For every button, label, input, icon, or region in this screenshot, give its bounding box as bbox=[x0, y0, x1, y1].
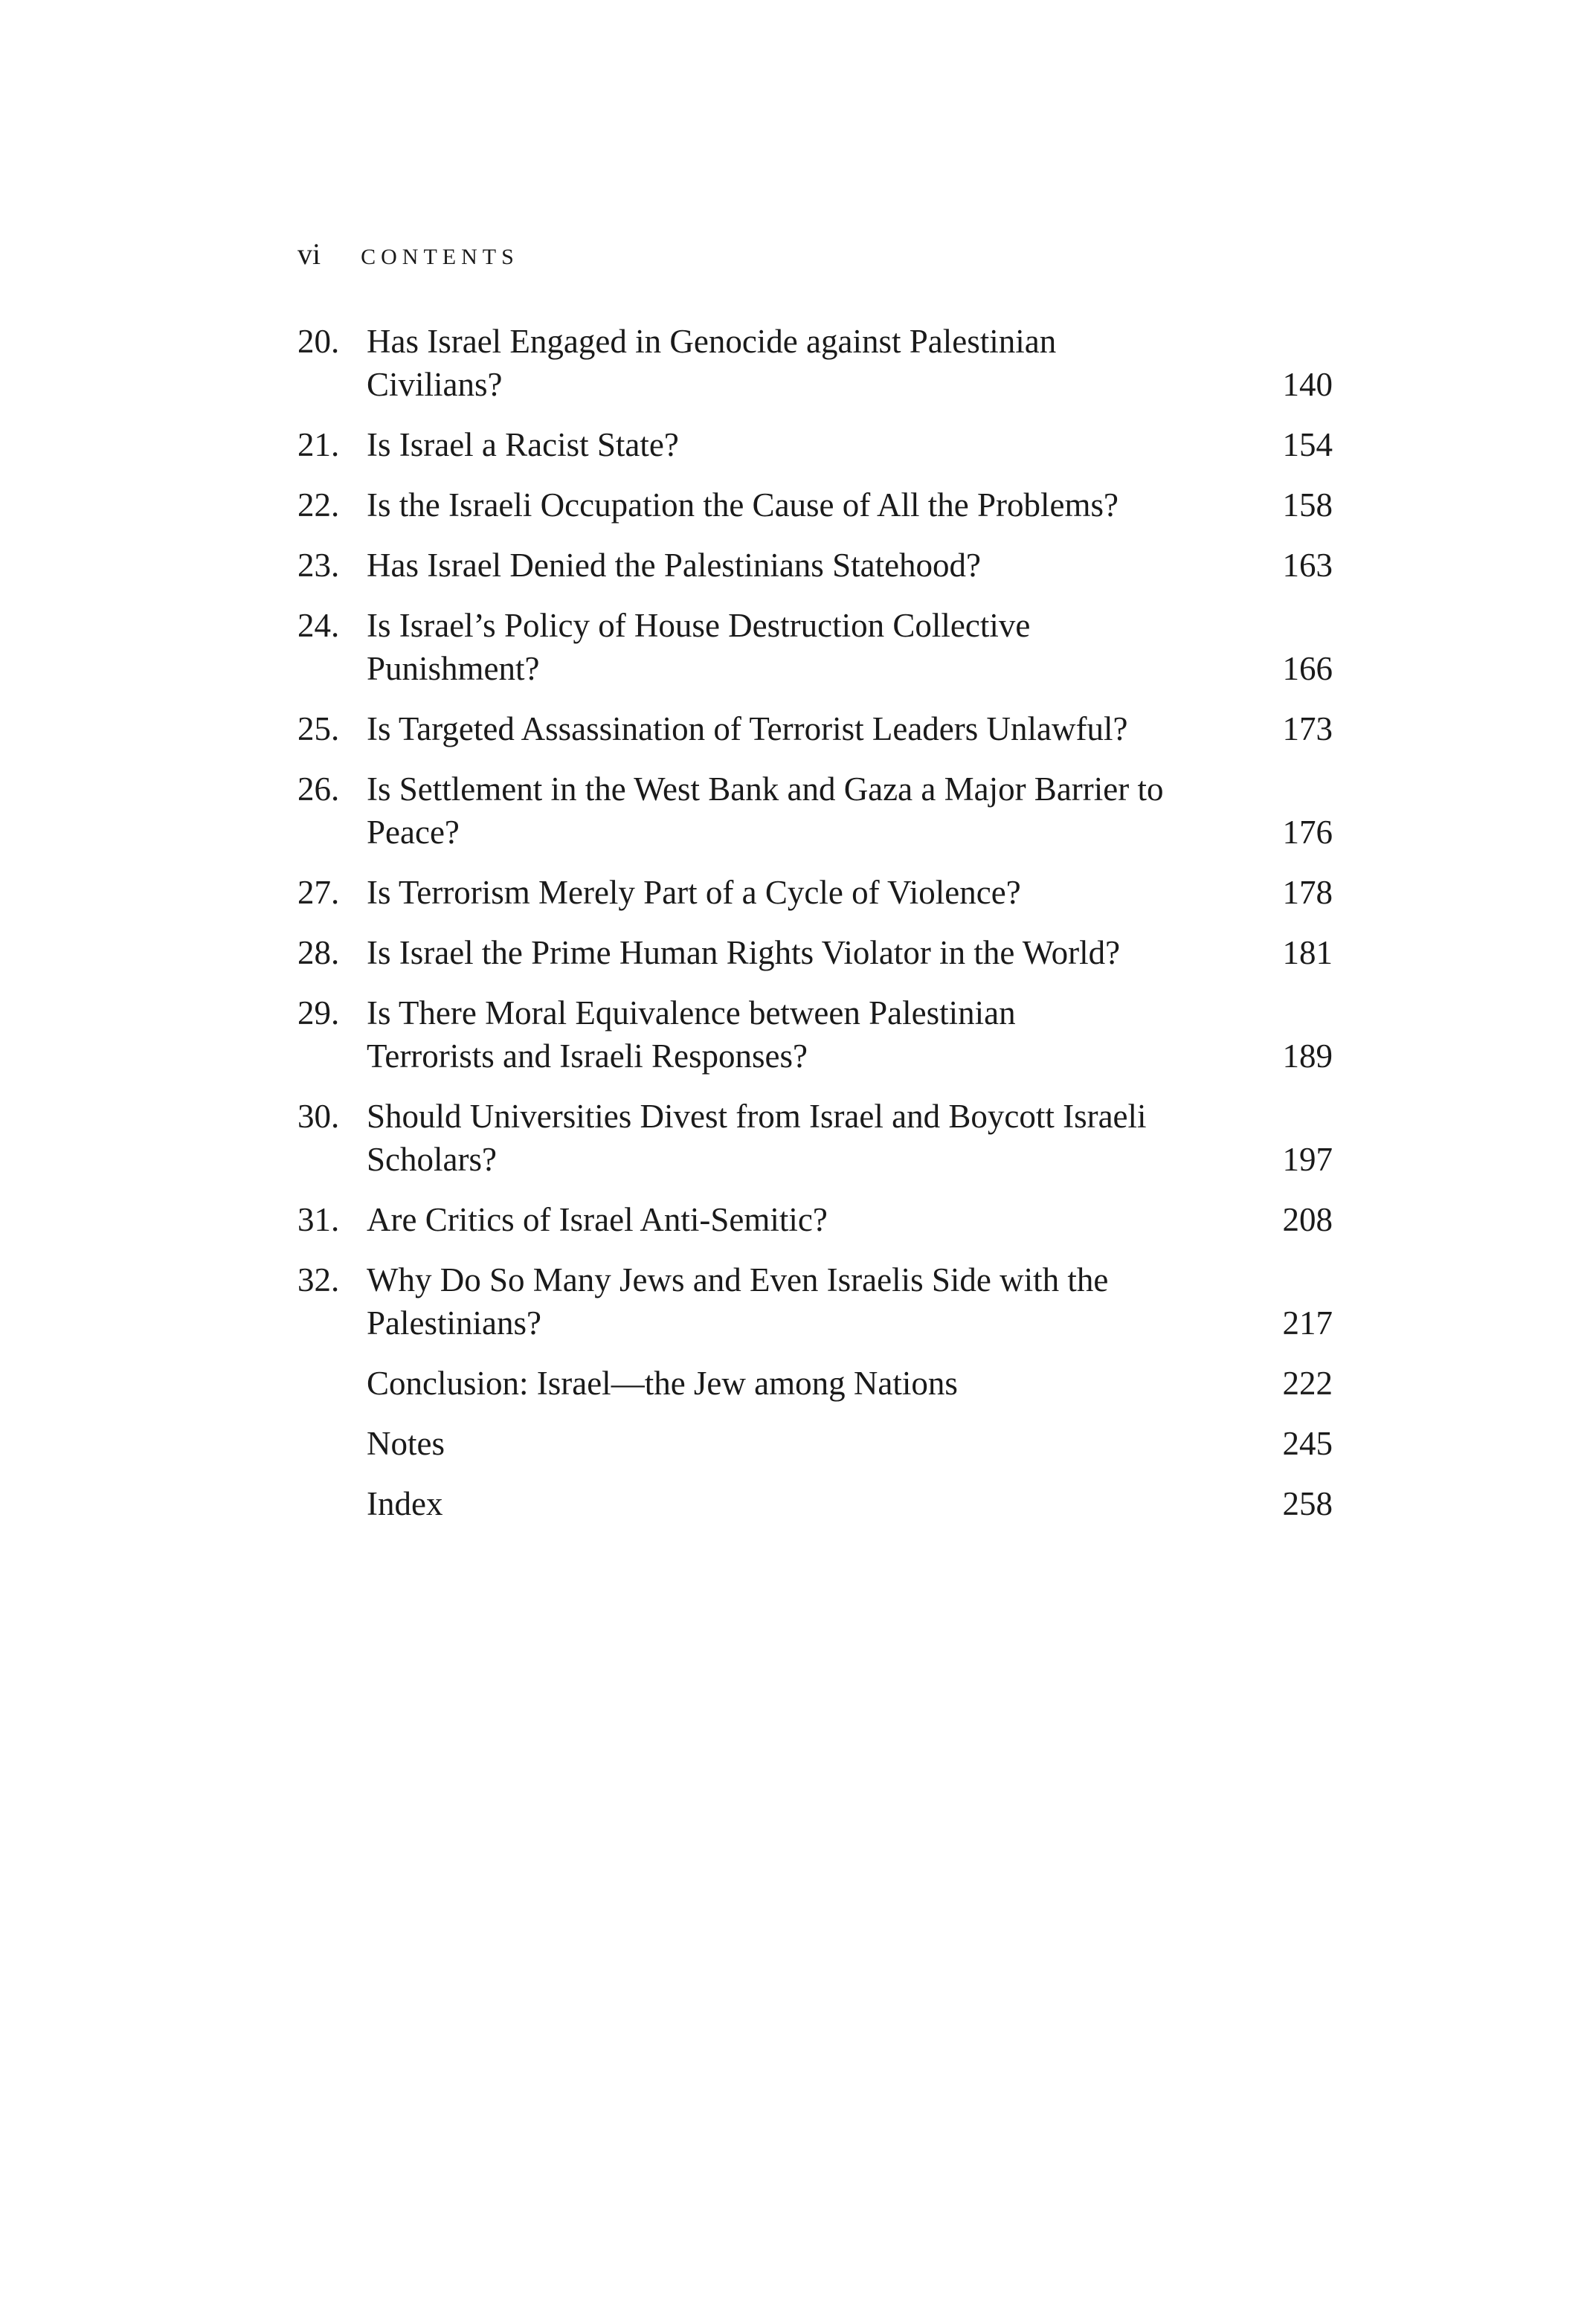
toc-entry-title: Is There Moral Equivalence between Palestinian Terrorists and Israeli Responses? bbox=[367, 994, 1016, 1075]
toc-entry-title: Is the Israeli Occupation the Cause of All the Problems? bbox=[367, 486, 1119, 524]
toc-entry-title: Are Critics of Israel Anti-Semitic? bbox=[367, 1201, 828, 1238]
toc-entry-number: 23. bbox=[297, 547, 340, 584]
toc-entry-number: 32. bbox=[297, 1261, 340, 1298]
toc-entry-title: Should Universities Divest from Israel and Boycott Israeli Scholars? bbox=[367, 1098, 1147, 1178]
running-head bbox=[297, 236, 519, 275]
toc-entry bbox=[297, 707, 1333, 750]
toc-entry-title: Conclusion: Israel—the Jew among Nations bbox=[367, 1365, 958, 1402]
toc-entry bbox=[297, 1422, 1333, 1465]
running-head-title: CONTENTS bbox=[361, 245, 519, 269]
toc-entry-page: 258 bbox=[1282, 1485, 1333, 1522]
toc-entry-page: 176 bbox=[1282, 814, 1333, 851]
toc-entry-title: Is Israel a Racist State? bbox=[367, 426, 679, 463]
table-of-contents bbox=[297, 320, 1333, 1542]
toc-entry-number: 30. bbox=[297, 1098, 340, 1135]
toc-entry bbox=[297, 1362, 1333, 1405]
toc-entry-page: 222 bbox=[1282, 1365, 1333, 1402]
toc-entry bbox=[297, 931, 1333, 974]
toc-entry-number: 21. bbox=[297, 426, 340, 463]
toc-entry-title: Notes bbox=[367, 1425, 445, 1462]
toc-entry-number: 31. bbox=[297, 1201, 340, 1238]
toc-entry-title: Is Terrorism Merely Part of a Cycle of Violence? bbox=[367, 874, 1021, 911]
toc-entry-title: Has Israel Engaged in Genocide against Palestinian Civilians? bbox=[367, 323, 1057, 403]
toc-entry bbox=[297, 1482, 1333, 1525]
toc-entry-number: 26. bbox=[297, 770, 340, 808]
toc-entry-title: Why Do So Many Jews and Even Israelis Side with the Palestinians? bbox=[367, 1261, 1109, 1342]
toc-entry-title: Is Israel’s Policy of House Destruction Collective Punishment? bbox=[367, 607, 1031, 687]
toc-entry bbox=[297, 1258, 1333, 1345]
toc-entry-page: 245 bbox=[1282, 1425, 1333, 1462]
page-folio: vi bbox=[297, 237, 321, 271]
toc-entry bbox=[297, 483, 1333, 527]
toc-entry bbox=[297, 604, 1333, 690]
toc-entry bbox=[297, 544, 1333, 587]
toc-entry-number: 24. bbox=[297, 607, 340, 644]
toc-entry-number: 22. bbox=[297, 486, 340, 524]
toc-entry-page: 178 bbox=[1282, 874, 1333, 911]
toc-entry-page: 189 bbox=[1282, 1037, 1333, 1075]
toc-entry-page: 140 bbox=[1282, 366, 1333, 403]
toc-entry-page: 197 bbox=[1282, 1141, 1333, 1178]
toc-entry-number: 25. bbox=[297, 710, 340, 747]
toc-entry-page: 166 bbox=[1282, 650, 1333, 687]
toc-entry-page: 208 bbox=[1282, 1201, 1333, 1238]
toc-entry-title: Index bbox=[367, 1485, 443, 1522]
toc-entry bbox=[297, 1095, 1333, 1181]
toc-entry-title: Is Targeted Assassination of Terrorist Leaders Unlawful? bbox=[367, 710, 1128, 747]
toc-entry-number: 27. bbox=[297, 874, 340, 911]
toc-entry bbox=[297, 423, 1333, 466]
toc-entry-title: Is Settlement in the West Bank and Gaza a Major Barrier to Peace? bbox=[367, 770, 1164, 851]
toc-entry-title: Is Israel the Prime Human Rights Violator in the World? bbox=[367, 934, 1121, 971]
toc-entry bbox=[297, 767, 1333, 854]
toc-entry-title: Has Israel Denied the Palestinians Statehood? bbox=[367, 547, 982, 584]
toc-entry-page: 158 bbox=[1282, 486, 1333, 524]
toc-entry-number: 20. bbox=[297, 323, 340, 360]
toc-entry-page: 163 bbox=[1282, 547, 1333, 584]
toc-entry-page: 181 bbox=[1282, 934, 1333, 971]
toc-entry-page: 173 bbox=[1282, 710, 1333, 747]
toc-entry bbox=[297, 871, 1333, 914]
toc-entry-page: 154 bbox=[1282, 426, 1333, 463]
toc-entry bbox=[297, 991, 1333, 1078]
toc-entry bbox=[297, 320, 1333, 406]
toc-entry-number: 28. bbox=[297, 934, 340, 971]
toc-entry-page: 217 bbox=[1282, 1304, 1333, 1342]
toc-entry bbox=[297, 1198, 1333, 1241]
toc-entry-number: 29. bbox=[297, 994, 340, 1031]
